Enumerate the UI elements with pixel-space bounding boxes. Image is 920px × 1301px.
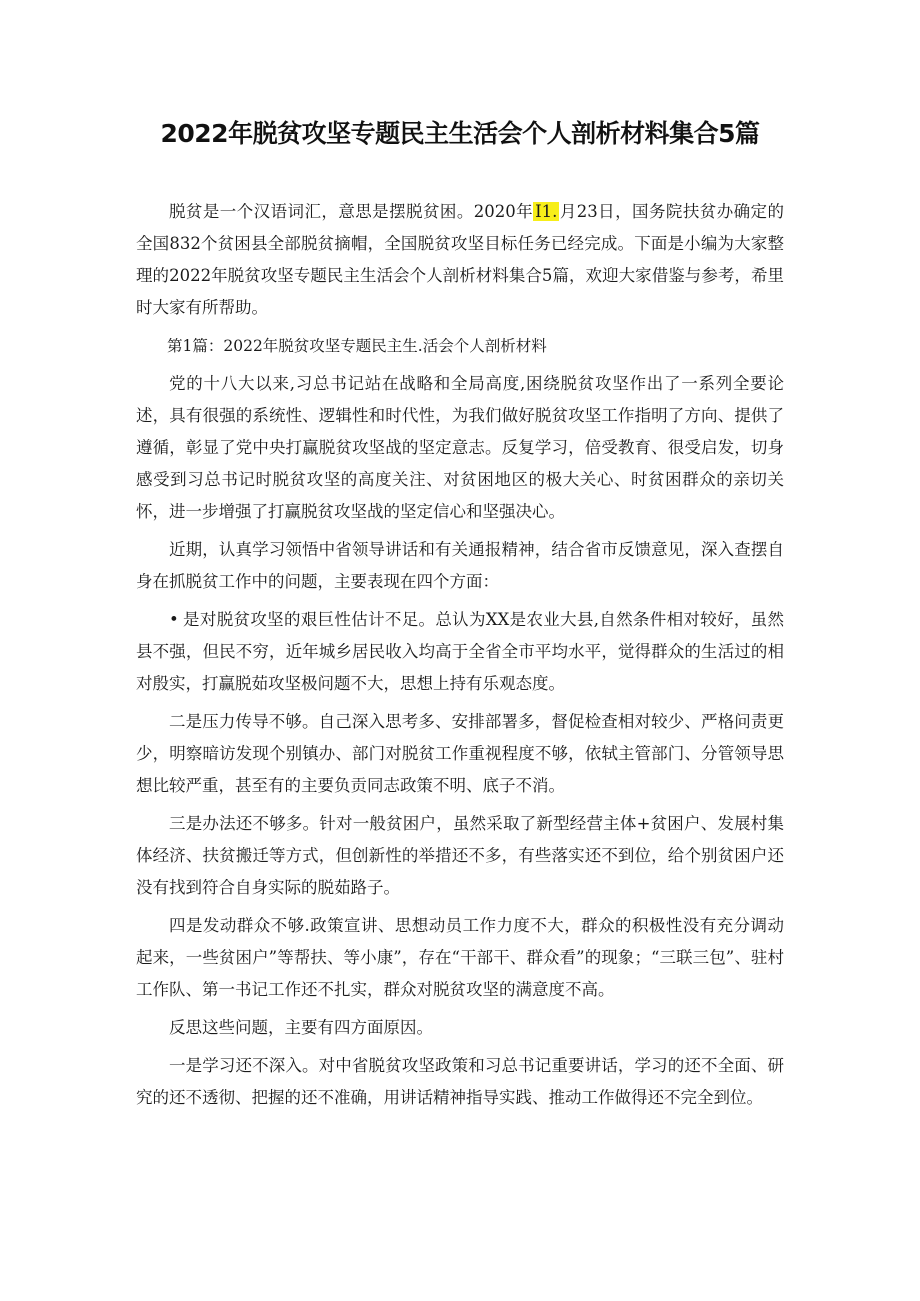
body-paragraph: 反思这些问题，主要有四方面原因。 (169, 1018, 433, 1037)
intro-paragraph (136, 196, 784, 324)
body-paragraph: 近期，认真学习领悟中省领导讲话和有关通报精神，结合省市反馈意见，深入查摆自身在抓脱贫工作中的问题，主要表现在四个方面： (136, 540, 784, 591)
body-paragraph: 一是学习还不深入。对中省脱贫攻坚政策和习总书记重要讲话，学习的还不全面、研究的还不透彻、把握的还不准确，用讲话精神指导实践、推动工作做得还不完全到位。 (136, 1056, 784, 1107)
body-paragraph: 四是发动群众不够.政策宣讲、思想动员工作力度不大，群众的积极性没有充分调动起来，一些贫困户”等帮扶、等小康”，存在“干部干、群众看”的现象；“三联三包”、驻村工作队、第一书记工作还不扎实，群众对脱贫攻坚的满意度不高。 (136, 916, 784, 999)
intro-text-end: 月23日，国务院扶贫办确定的全国832个贫困县全部脱贫摘帽，全国脱贫攻坚目标任务已经完成。下面是小编为大家整理的2022年脱贫攻坚专题民主生活会个人剖析材料集合5篇，欢迎大家借鉴与参考，希里时大家有所帮助。 (136, 202, 784, 317)
bullet-icon: • (169, 610, 179, 629)
highlighted-text: I1. (535, 202, 558, 221)
body-paragraph: 二是压力传导不够。自己深入思考多、安排部署多，督促检查相对较少、严格问责更少，明察暗访发现个别镇办、部门对脱贫工作重视程度不够，依轼主管部门、分管领导思想比较严重，甚至有的主要负贡同志政策不明、底子不消。 (136, 712, 784, 795)
document-title: 2022年脱贫攻坚专题民主生活会个人剖析材料集合5篇 (160, 119, 760, 148)
intro-text-start: 脱贫是一个汉语词汇，意思是摆脱贫困。2020年 (169, 202, 534, 221)
document-body (136, 196, 784, 1120)
bullet-text: 是对脱贫攻坚的艰巨性估计不足。总认为XX是农业大县,自然条件相对较好，虽然县不强，但民不穷，近年城乡居民收入均高于全省全市平均水平，觉得群众的生活过的相对殷实，打赢脱茹攻坚极问题不大，思想上持有乐观态度。 (136, 610, 784, 693)
section-heading: 第1篇：2022年脱贫攻坚专题民主生.活会个人剖析材料 (167, 337, 547, 355)
bullet-paragraph (136, 604, 784, 700)
body-paragraph: 三是办法还不够多。针对一般贫困户，虽然采取了新型经营主体+贫困户、发展村集体经济、扶贫搬迁等方式，但创新性的举措还不多，有些落实还不到位，给个别贫困户还没有找到符合自身实际的脱茹路子。 (136, 814, 784, 897)
body-paragraph: 党的十八大以来,习总书记站在战略和全局高度,困绕脱贫攻坚作出了一系列全要论述，具有很强的系统性、逻辑性和时代性，为我们做好脱贫攻坚工作指明了方向、提供了遵循，彰显了党中央打赢脱贫攻坚战的坚定意志。反复学习，倍受教育、很受启发，切身感受到习总书记时脱贫攻坚的高度关注、对贫困地区的极大关心、时贫困群众的亲切关怀，进一步增强了打赢脱贫攻坚战的坚定信心和坚强决心。 (136, 374, 784, 521)
